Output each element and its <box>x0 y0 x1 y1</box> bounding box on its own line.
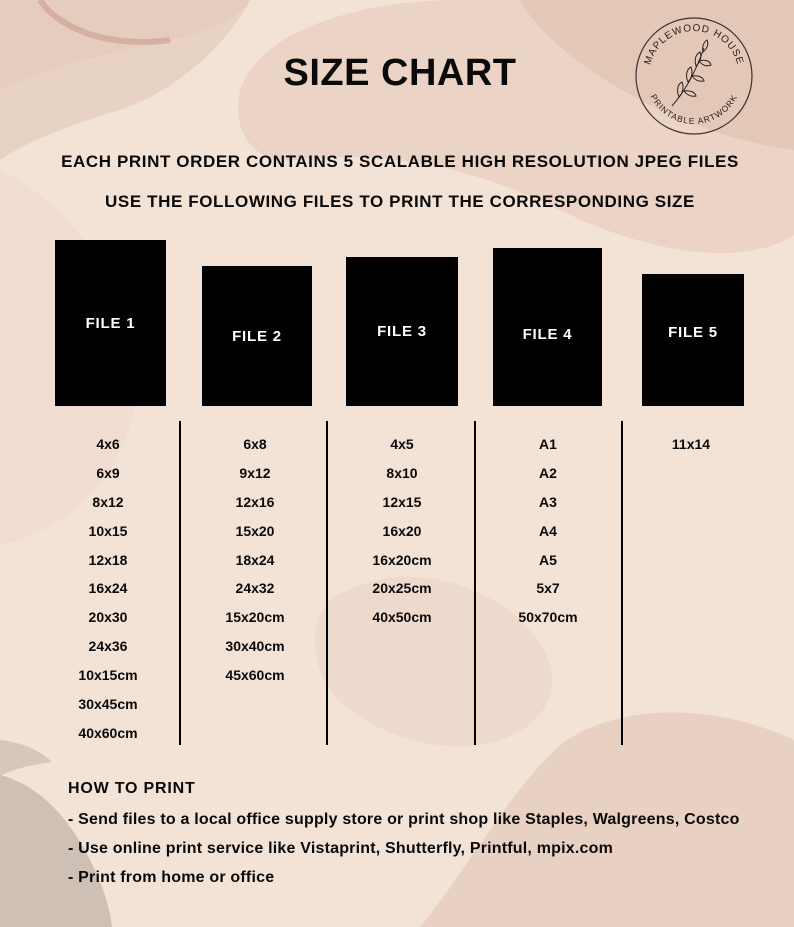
size-item: A5 <box>539 551 557 568</box>
size-item: 9x12 <box>239 464 271 481</box>
brand-logo <box>632 14 756 138</box>
page-title: SIZE CHART <box>283 52 517 94</box>
file-5-label: FILE 5 <box>668 324 718 341</box>
file-2-box <box>202 266 312 406</box>
size-item: 16x20 <box>382 522 422 539</box>
column-divider <box>326 421 328 745</box>
subtitle-file-count: EACH PRINT ORDER CONTAINS 5 SCALABLE HIGH RESOLUTION JPEG FILES <box>61 152 739 171</box>
file-1-size-list <box>48 434 168 752</box>
file-4-label: FILE 4 <box>522 326 573 343</box>
how-to-print-item: - Print from home or office <box>68 869 275 886</box>
file-5-size-list <box>631 434 751 463</box>
size-item: 6x8 <box>243 436 267 452</box>
size-item: A1 <box>539 436 557 452</box>
size-item: 50x70cm <box>518 609 578 626</box>
size-item: 16x20cm <box>372 551 432 568</box>
size-item: 45x60cm <box>225 667 285 684</box>
size-item: 8x10 <box>386 464 418 481</box>
size-item: 4x5 <box>390 436 414 452</box>
logo-bottom-text: PRINTABLE ARTWORK <box>648 92 740 127</box>
file-3-label: FILE 3 <box>377 323 427 340</box>
column-divider <box>474 421 476 745</box>
file-3-box <box>346 257 458 406</box>
size-item: 15x20cm <box>225 609 285 626</box>
leaf-branch-icon <box>672 40 711 106</box>
size-item: 10x15 <box>88 522 128 539</box>
file-2-size-list <box>195 434 315 694</box>
size-item: 16x24 <box>88 580 128 597</box>
how-to-print-heading: HOW TO PRINT <box>68 780 196 797</box>
size-item: 20x30 <box>88 609 128 626</box>
size-item: 40x60cm <box>78 724 138 741</box>
how-to-print-item: - Send files to a local office supply store or print shop like Staples, Walgreens, Costco <box>68 811 740 828</box>
file-1-box <box>55 240 166 406</box>
size-item: 12x16 <box>235 493 275 510</box>
file-2-label: FILE 2 <box>232 327 282 345</box>
size-item: 12x15 <box>382 493 422 510</box>
size-item: 6x9 <box>96 464 120 481</box>
subtitle-instructions: USE THE FOLLOWING FILES TO PRINT THE CORRESPONDING SIZE <box>105 192 695 211</box>
size-item: 4x6 <box>96 436 120 452</box>
column-divider <box>179 421 181 745</box>
size-item: A2 <box>539 464 557 481</box>
how-to-print-item: - Use online print service like Vistaprint, Shutterfly, Printful, mpix.com <box>68 840 613 857</box>
size-item: 30x40cm <box>225 638 285 655</box>
size-item: 18x24 <box>235 551 275 568</box>
column-divider <box>621 421 623 745</box>
file-4-size-list <box>488 434 608 636</box>
logo-top-text: MAPLEWOOD HOUSE <box>642 22 746 67</box>
file-4-box <box>493 248 602 406</box>
size-item: A4 <box>539 522 557 539</box>
file-1-label: FILE 1 <box>85 314 136 332</box>
size-item: 24x32 <box>235 580 275 597</box>
file-5-box <box>642 274 744 406</box>
size-item: 20x25cm <box>372 580 432 597</box>
size-item: 30x45cm <box>78 696 138 713</box>
size-item: A3 <box>539 493 557 510</box>
size-item: 24x36 <box>88 638 128 655</box>
file-3-size-list <box>342 434 462 636</box>
svg-text:PRINTABLE ARTWORK <box>649 92 740 126</box>
svg-text:MAPLEWOOD HOUSE <box>643 23 746 66</box>
size-item: 5x7 <box>536 580 560 597</box>
size-item: 40x50cm <box>372 609 432 626</box>
size-item: 10x15cm <box>78 667 138 684</box>
size-item: 12x18 <box>88 551 128 568</box>
size-item: 11x14 <box>671 436 711 452</box>
size-item: 8x12 <box>92 493 124 510</box>
size-item: 15x20 <box>235 522 275 539</box>
